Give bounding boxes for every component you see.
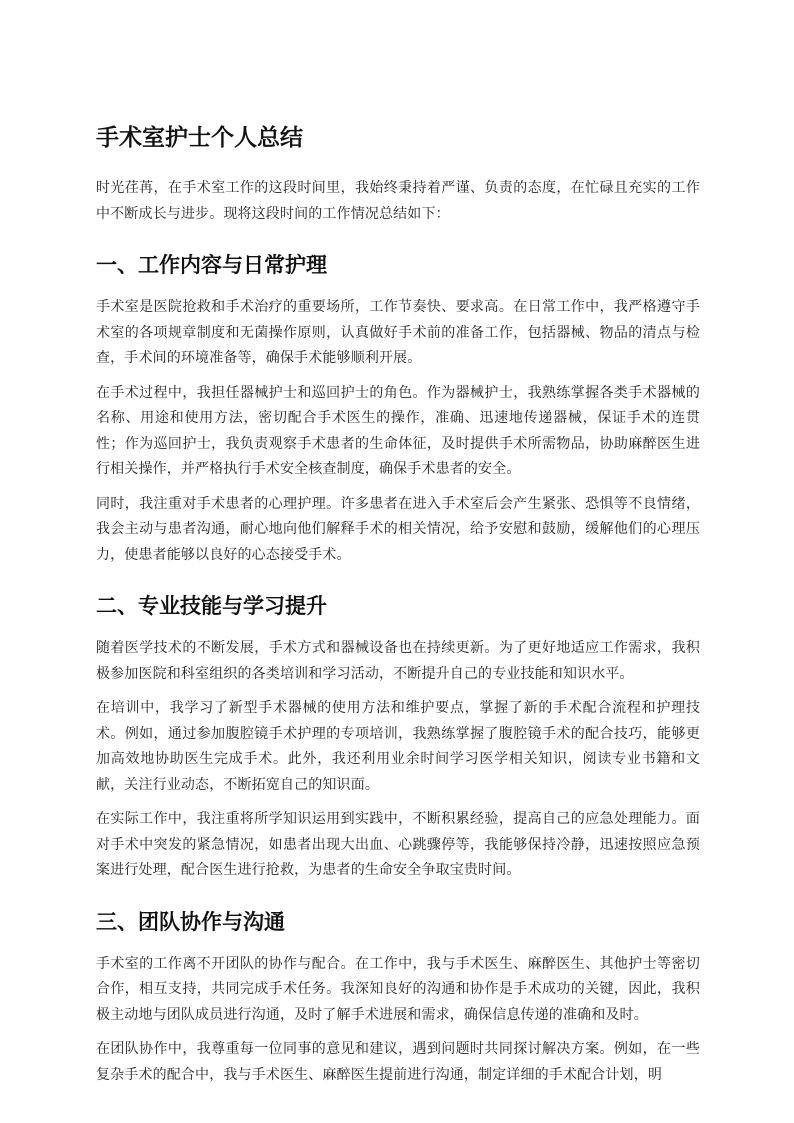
section-heading: 三、团队协作与沟通 (96, 909, 285, 934)
paragraph: 在手术过程中，我担任器械护士和巡回护士的角色。作为器械护士，我熟练掌握各类手术器械的名称、用途和使用方法，密切配合手术医生的操作，准确、迅速地传递器械，保证手术的连贯性；作为巡回护士，我负责观察手术患者的生命体征，及时提供手术所需物品，协助麻醉医生进行相关操作，并严格执行手术安全核查制度，确保手术患者的安全。 (96, 384, 700, 477)
paragraph: 手术室的工作离不开团队的协作与配合。在工作中，我与手术医生、麻醉医生、其他护士等密切合作，相互支持，共同完成手术任务。我深知良好的沟通和协作是手术成功的关键，因此，我积极主动地与团队成员进行沟通，及时了解手术进展和需求，确保信息传递的准确和及时。 (96, 955, 700, 1023)
paragraph: 同时，我注重对手术患者的心理护理。许多患者在进入手术室后会产生紧张、恐惧等不良情绪，我会主动与患者沟通，耐心地向他们解释手术的相关情况，给予安慰和鼓励，缓解他们的心理压力，使患者能够以良好的心态接受手术。 (96, 495, 700, 563)
paragraph: 随着医学技术的不断发展，手术方式和器械设备也在持续更新。为了更好地适应工作需求，我积极参加医院和科室组织的各类培训和学习活动，不断提升自己的专业技能和知识水平。 (96, 640, 700, 682)
paragraph: 在团队协作中，我尊重每一位同事的意见和建议，遇到问题时共同探讨解决方案。例如，在一些复杂手术的配合中，我与手术医生、麻醉医生提前进行沟通，制定详细的手术配合计划，明 (96, 1041, 700, 1083)
section-heading: 二、专业技能与学习提升 (96, 594, 327, 618)
section-heading: 一、工作内容与日常护理 (96, 253, 327, 277)
paragraph: 在培训中，我学习了新型手术器械的使用方法和维护要点，掌握了新的手术配合流程和护理技术。例如，通过参加腹腔镜手术护理的专项培训，我熟练掌握了腹腔镜手术的配合技巧，能够更加高效地协助医生完成手术。此外，我还利用业余时间学习医学相关知识，阅读专业书籍和文献，关注行业动态，不断拓宽自己的知识面。 (96, 700, 700, 793)
paragraph: 在实际工作中，我注重将所学知识运用到实践中，不断积累经验，提高自己的应急处理能力。面对手术中突发的紧急情况，如患者出现大出血、心跳骤停等，我能够保持冷静，迅速按照应急预案进行处理，配合医生进行抢救，为患者的生命安全争取宝贵时间。 (96, 811, 700, 878)
document-page (96, 120, 700, 1097)
page-title: 手术室护士个人总结 (96, 125, 303, 151)
section-skills-learning (96, 590, 700, 884)
section-work-content (96, 249, 700, 568)
section-teamwork (96, 906, 700, 1089)
paragraph: 手术室是医院抢救和手术治疗的重要场所，工作节奏快、要求高。在日常工作中，我严格遵守手术室的各项规章制度和无菌操作原则，认真做好手术前的准备工作，包括器械、物品的清点与检查，手术间的环境准备等，确保手术能够顺利开展。 (96, 299, 700, 366)
intro-paragraph: 时光荏苒，在手术室工作的这段时间里，我始终秉持着严谨、负责的态度，在忙碌且充实的工作中不断成长与进步。现将这段时间的工作情况总结如下： (96, 180, 700, 222)
